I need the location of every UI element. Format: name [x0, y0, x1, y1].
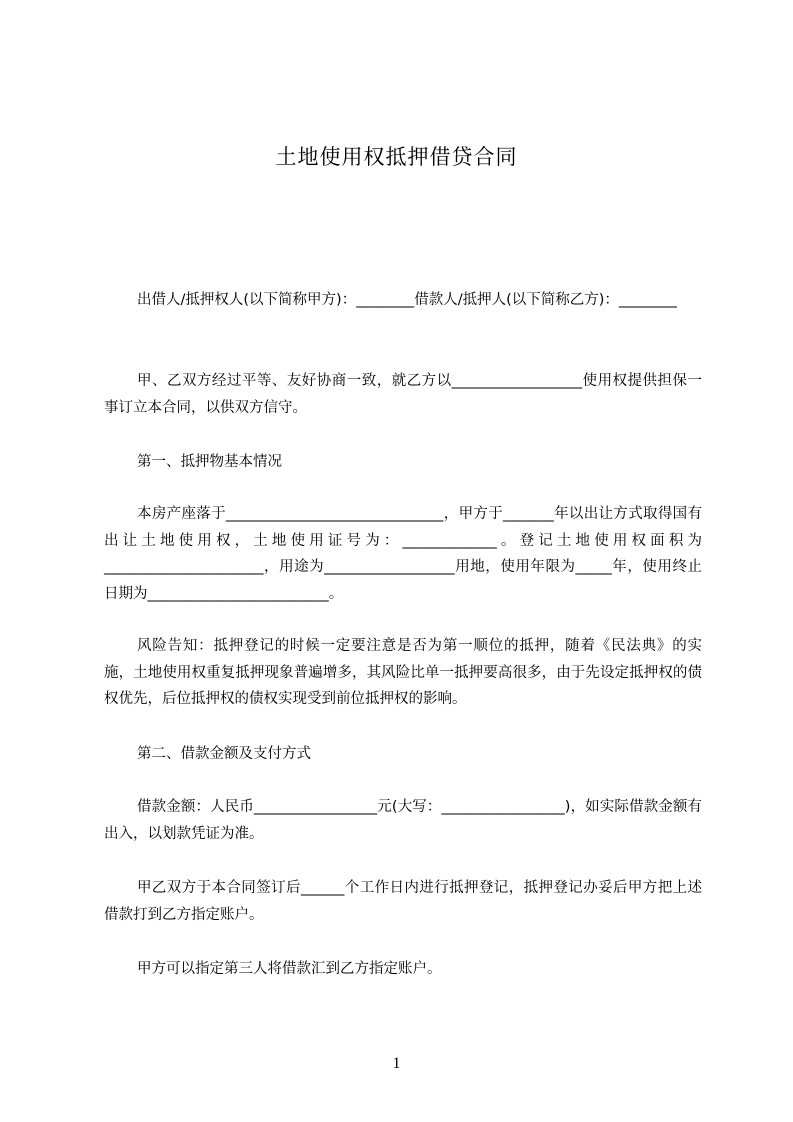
- section2-third-party-paragraph: 甲方可以指定第三人将借款汇到乙方指定账户。: [137, 961, 442, 977]
- risk-notice-paragraph: 风险告知：抵押登记的时候一定要注意是否为第一顺位的抵押，随着《民法典》的实施，土地使用权重复抵押现象普遍增多，其风险比单一抵押要高很多，由于先设定抵押权的债权优先，后位抵押权的债权实现受到前位抵押权的影响。: [104, 638, 702, 707]
- parties-paragraph: 出借人/抵押权人(以下简称甲方)：________借款人/抵押人(以下简称乙方)：________: [137, 292, 677, 308]
- page-number: 1: [392, 1055, 401, 1072]
- contract-title: 土地使用权抵押借贷合同: [275, 145, 518, 169]
- section2-amount-paragraph: 借款金额：人民币_________________元(大写：_________________)，如实际借款金额有出入，以划款凭证为准。: [104, 799, 702, 842]
- section1-body-paragraph: 本房产座落于______________________________，甲方于_______年以出让方式取得国有出让土地使用权，土地使用证号为：_____________。登记土地使用权面积为______________________，用途为__________________用地，使用年限为_____年，使用终止日期为_________________________。: [104, 506, 702, 602]
- section2-heading: 第二、借款金额及支付方式: [137, 746, 311, 762]
- section1-heading: 第一、抵押物基本情况: [137, 454, 282, 470]
- intro-paragraph: 甲、乙双方经过平等、友好协商一致，就乙方以__________________使用权提供担保一事订立本合同，以供双方信守。: [104, 373, 702, 416]
- section2-registration-paragraph: 甲乙双方于本合同签订后______个工作日内进行抵押登记，抵押登记办妥后甲方把上述借款打到乙方指定账户。: [104, 880, 702, 923]
